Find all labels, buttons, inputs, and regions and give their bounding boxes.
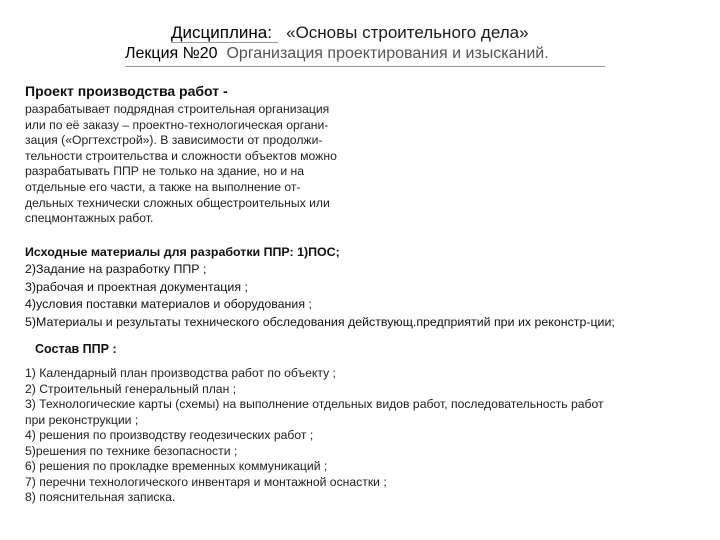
paragraph-line: зация («Оргтехстрой»). В зависимости от продолжи- <box>25 133 323 148</box>
list-item: 5)Материалы и результаты технического обследования действующ.предприятий при их реконстр-ции; <box>25 314 615 329</box>
list-item: 8) пояснительная записка. <box>25 490 176 504</box>
paragraph-line: или по её заказу – проектно-технологическая органи- <box>25 117 329 132</box>
list-item: 5)решения по технике безопасности ; <box>25 443 238 458</box>
list-item: 6) решения по прокладке временных коммуникаций ; <box>25 459 328 473</box>
lecture-label: Лекция №20 <box>125 45 218 62</box>
list-item: 3) Технологические карты (схемы) на выполнение отдельных видов работ, последовательность работ <box>25 397 604 411</box>
source-materials-title: Исходные материалы для разработки ППР: <box>25 245 294 259</box>
paragraph-line: дельных технически сложных общестроительных или <box>25 195 330 210</box>
paragraph-line: тельности строительства и сложности объектов можно <box>25 148 337 163</box>
source-materials-list <box>25 244 615 331</box>
discipline-label: Дисциплина: <box>171 23 272 42</box>
paragraph-line: разрабатывает подрядная строительная организация <box>25 102 330 116</box>
list-item: 3)рабочая и проектная документация ; <box>25 279 248 294</box>
list-item: 7) перечни технологического инвентаря и монтажной оснастки ; <box>25 474 387 489</box>
heading-divider <box>125 66 605 67</box>
list-item: 2) Строительный генеральный план ; <box>25 381 237 396</box>
list-item: 2)Задание на разработку ППР ; <box>25 262 207 277</box>
list-item: 1) Календарный план производства работ по объекту ; <box>25 366 336 380</box>
lecture-heading <box>125 45 549 63</box>
paragraph-line: отдельные его части, а также на выполнение от- <box>25 179 301 194</box>
composition-list <box>25 366 604 506</box>
discipline-name: «Основы строительного дела» <box>286 23 529 42</box>
list-item: 1)ПОС; <box>297 245 340 259</box>
heading-underline-short <box>171 42 278 43</box>
discipline-heading <box>171 23 529 43</box>
project-title: Проект производства работ - <box>25 83 228 99</box>
list-item: 4)условия поставки материалов и оборудования ; <box>25 297 312 312</box>
paragraph-line: разрабатывать ППР не только на здание, но и на <box>25 164 305 179</box>
list-item: 4) решения по производству геодезических работ ; <box>25 428 314 442</box>
source-materials-heading <box>25 244 615 261</box>
project-paragraph <box>25 102 405 227</box>
paragraph-line: спецмонтажных работ. <box>25 211 154 226</box>
lecture-title: Организация проектирования и изысканий. <box>226 45 549 62</box>
composition-title: Состав ППР : <box>35 342 117 356</box>
list-item: при реконструкции ; <box>25 412 139 427</box>
